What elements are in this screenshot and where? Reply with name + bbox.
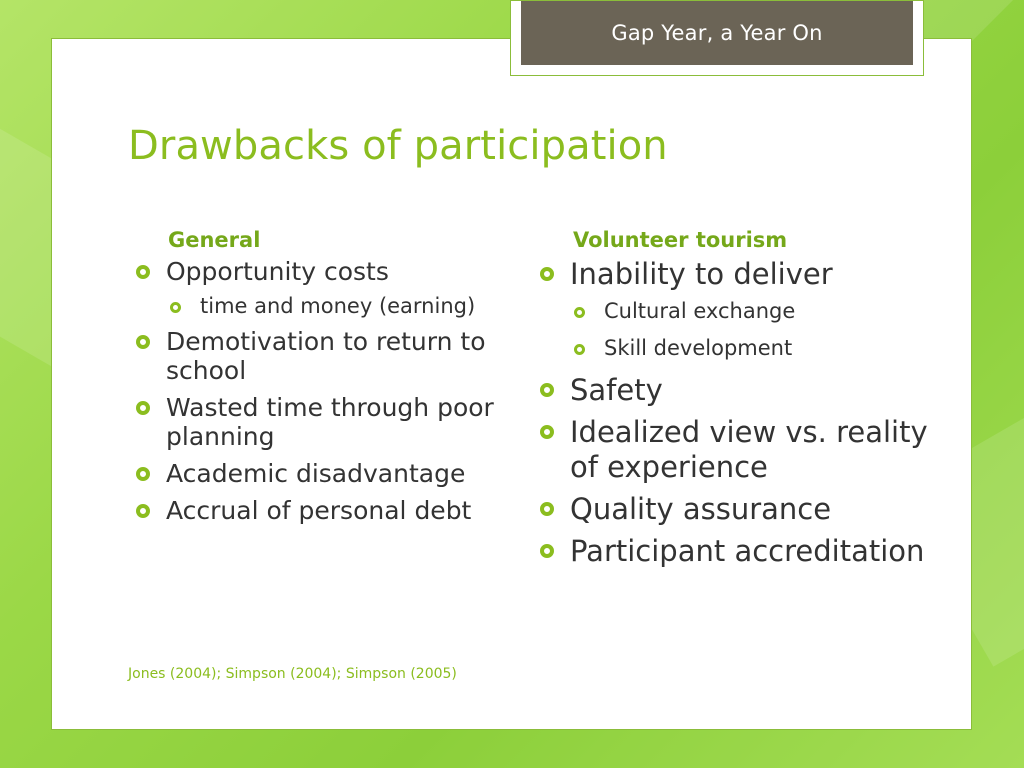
bullet-icon (540, 544, 554, 558)
sub-list-item (170, 294, 516, 319)
list-item (540, 257, 940, 292)
list-item (136, 393, 516, 451)
list-item-label: Participant accreditation (570, 534, 925, 568)
bullet-icon (136, 401, 150, 415)
bullet-icon (136, 335, 150, 349)
volunteer-column (540, 224, 940, 576)
sub-list-item (574, 299, 940, 324)
header-tab (510, 0, 924, 76)
list-item-label: Opportunity costs (166, 257, 389, 286)
bullet-icon (540, 502, 554, 516)
list-item-label: Skill development (604, 336, 793, 360)
header-tab-inner (521, 1, 913, 65)
general-heading: General (168, 228, 261, 252)
list-item (540, 415, 940, 485)
volunteer-list (540, 257, 940, 569)
list-item-label: Quality assurance (570, 492, 832, 526)
list-item-label: Idealized view vs. reality of experience (570, 415, 928, 484)
list-item-label: Wasted time through poor planning (166, 393, 494, 451)
bullet-icon (170, 302, 181, 313)
list-item (136, 496, 516, 525)
volunteer-heading: Volunteer tourism (573, 228, 788, 252)
slide-title: Drawbacks of participation (128, 123, 668, 169)
list-item (540, 534, 940, 569)
bullet-icon (136, 265, 150, 279)
list-item-label: Inability to deliver (570, 257, 833, 291)
list-item-label: time and money (earning) (200, 294, 476, 318)
list-item-label: Academic disadvantage (166, 459, 466, 488)
list-item-label: Accrual of personal debt (166, 496, 472, 525)
list-item (540, 373, 940, 408)
bullet-icon (574, 344, 585, 355)
list-item (540, 492, 940, 527)
bullet-icon (136, 467, 150, 481)
list-item-label: Cultural exchange (604, 299, 796, 323)
list-item (136, 257, 516, 286)
bullet-icon (540, 425, 554, 439)
general-list (136, 257, 516, 525)
citation: Jones (2004); Simpson (2004); Simpson (2005) (128, 666, 457, 682)
list-item-label: Demotivation to return to school (166, 327, 486, 385)
bullet-icon (574, 307, 585, 318)
general-column (136, 224, 516, 533)
list-item-label: Safety (570, 373, 663, 407)
bullet-icon (136, 504, 150, 518)
bullet-icon (540, 383, 554, 397)
sub-list-item (574, 336, 940, 361)
list-item (136, 327, 516, 385)
bullet-icon (540, 267, 554, 281)
header-text: Gap Year, a Year On (611, 21, 823, 45)
list-item (136, 459, 516, 488)
